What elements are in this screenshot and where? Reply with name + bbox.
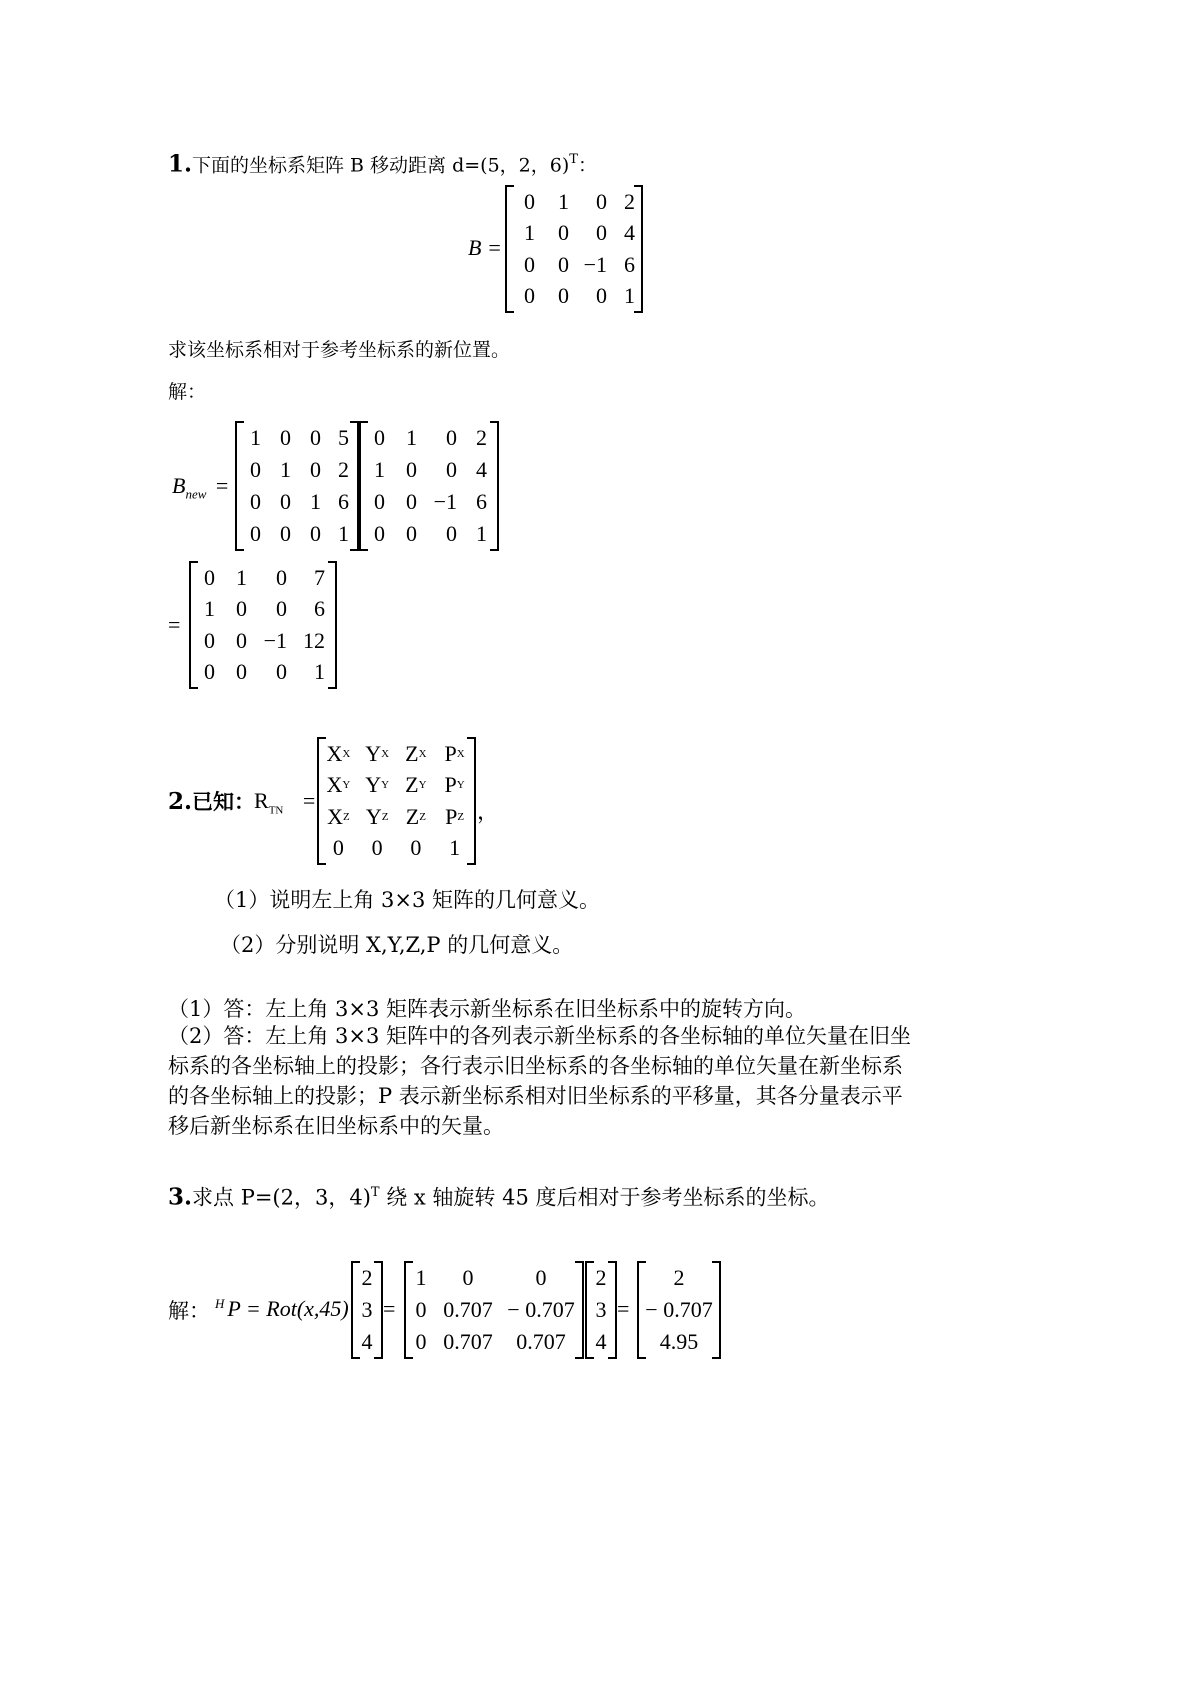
rtn-cell-subscript: X	[342, 747, 351, 760]
q2-heading	[168, 785, 255, 818]
matrix-cell: 4	[476, 457, 487, 482]
matrix-cell: 0	[280, 489, 291, 514]
rtn-cell-symbol: X	[326, 740, 343, 766]
bracket-tick	[585, 1261, 594, 1263]
matrix-cell: 0	[535, 1265, 547, 1290]
matrix-cell: 1	[524, 220, 535, 246]
bracket-tick	[235, 549, 244, 551]
rtn-matrix-cell	[397, 738, 436, 770]
matrix-cell: 6	[338, 489, 349, 514]
q3-prompt-end: 绕 x 轴旋转 45 度后相对于参考坐标系的坐标。	[379, 1185, 830, 1210]
rtn-cell-subscript: X	[418, 747, 427, 760]
bracket-tick	[467, 863, 476, 865]
matrix-cell: 0	[558, 220, 569, 246]
bracket-tick	[585, 1357, 594, 1359]
r-sub: TN	[268, 804, 284, 817]
rtn-matrix-cell	[319, 801, 358, 833]
matrix-cell: 0	[374, 521, 385, 546]
matrix-cell: 0	[406, 521, 417, 546]
bnew-equals: =	[215, 473, 229, 498]
rtn-cell-symbol: Z	[405, 772, 419, 798]
rtn-cell-symbol: Z	[405, 803, 420, 829]
q3-equals-1: =	[383, 1296, 396, 1321]
matrix-cell: 1	[338, 521, 349, 546]
rtn-cell-subscript: Y	[381, 779, 390, 792]
rtn-cell-subscript: Y	[342, 779, 351, 792]
matrix-cell: 0	[310, 457, 321, 482]
bnew-label	[172, 473, 228, 502]
bracket-tick	[575, 1261, 584, 1263]
matrix-cell: 0	[310, 425, 321, 450]
bracket-tick	[404, 1261, 413, 1263]
matrix-cell: 1	[280, 457, 291, 482]
input-vector	[351, 1262, 383, 1358]
bnew-sub: new	[185, 486, 207, 502]
rtn-cell-symbol: Z	[405, 740, 419, 766]
matrix-cell: 1	[204, 596, 215, 622]
matrix-cell: 2	[476, 425, 487, 450]
matrix-cell: − 0.707	[645, 1297, 713, 1322]
rtn-cell-symbol: P	[444, 740, 457, 766]
bracket-tick	[328, 687, 337, 689]
matrix-cell: 2	[624, 188, 635, 214]
result-matrix	[189, 562, 337, 688]
matrix-cell: 1	[558, 188, 569, 214]
rtn-matrix-cell	[435, 833, 474, 865]
bracket-tick	[467, 737, 476, 739]
rtn-cell-subscript: X	[381, 747, 390, 760]
matrix-cell: 0	[524, 251, 535, 277]
bracket-tick	[634, 185, 643, 187]
bracket-tick	[712, 1261, 721, 1263]
matrix-cell: 0	[204, 659, 215, 685]
rtn-matrix-cell	[435, 738, 474, 770]
rtn-cell-symbol: X	[326, 772, 343, 798]
matrix-cell: 0	[462, 1265, 474, 1290]
q1-question: 求该坐标系相对于参考坐标系的新位置。	[168, 339, 511, 361]
matrix-cell: 1	[310, 489, 321, 514]
matrix-cell: 6	[314, 596, 325, 622]
q1-prompt-end: ：	[577, 154, 597, 177]
rtn-matrix-cell	[358, 801, 397, 833]
result-vector	[637, 1262, 721, 1358]
matrix-cell: 0	[250, 489, 261, 514]
matrix-cell: 2	[673, 1265, 685, 1290]
q1-number: 1.	[168, 150, 193, 178]
matrix-cell: 4.95	[659, 1329, 699, 1354]
rtn-matrix-cell	[319, 770, 358, 802]
matrix-cell: 0	[415, 1329, 427, 1354]
q1-prompt-sup: T	[569, 152, 578, 167]
bracket-tick	[634, 311, 643, 313]
q3-lhs-sup: H	[215, 1296, 225, 1311]
rtn-matrix-cell	[358, 738, 397, 770]
bracket-tick	[490, 549, 499, 551]
q2-answer-2-line: （2）答：左上角 3×3 矩阵中的各列表示新坐标系的各坐标轴的单位矢量在旧坐	[168, 1024, 912, 1048]
rtn-matrix-cell	[319, 738, 358, 770]
rtn-matrix-cell	[397, 801, 436, 833]
rtn-cell-subscript: X	[456, 747, 465, 760]
rtn-cell-symbol: 0	[332, 835, 344, 861]
q2-sub-question-1: （1）说明左上角 3×3 矩阵的几何意义。	[214, 888, 601, 912]
bnew-b: B	[172, 473, 186, 498]
bracket-tick	[637, 1261, 646, 1263]
matrix-cell: 2	[338, 457, 349, 482]
matrix-cell: 5	[338, 425, 349, 450]
matrix-cell: 0	[280, 425, 291, 450]
rtn-comma: ，	[477, 799, 500, 824]
q2-known-label: 已知：	[192, 789, 256, 814]
matrix-cell: 0.707	[443, 1297, 493, 1322]
matrix-cell: − 0.707	[507, 1297, 575, 1322]
matrix-cell: 1	[374, 457, 385, 482]
rtn-cell-subscript: Z	[457, 810, 465, 823]
matrix-cell: 0	[204, 564, 215, 590]
rtn-cell-symbol: 0	[371, 835, 383, 861]
matrix-cell: 1	[236, 564, 247, 590]
matrix-cell: 0	[446, 425, 457, 450]
bracket-tick	[359, 421, 368, 423]
matrix-cell: 0	[524, 188, 535, 214]
q3-number: 3.	[168, 1183, 193, 1211]
matrix-cell: 0	[374, 489, 385, 514]
matrix-cell: 1	[250, 425, 261, 450]
matrix-cell: 1	[624, 283, 635, 309]
q2-number: 2.	[168, 788, 193, 815]
translation-matrix	[235, 422, 359, 550]
bracket-tick	[351, 1261, 360, 1263]
rtn-matrix	[317, 738, 476, 864]
matrix-cell: 0	[415, 1297, 427, 1322]
rtn-cell-symbol: Y	[365, 740, 382, 766]
r-equals: =	[302, 788, 316, 813]
matrix-cell: 0	[280, 521, 291, 546]
rtn-cell-symbol: P	[444, 772, 457, 798]
rtn-cell-subscript: Z	[342, 810, 350, 823]
matrix-cell: −1	[433, 489, 457, 514]
matrix-b	[505, 186, 643, 312]
matrix-cell: 0	[236, 627, 247, 653]
matrix-cell: 0	[406, 489, 417, 514]
matrix-cell: 0	[596, 220, 607, 246]
rtn-cell-symbol: P	[445, 803, 458, 829]
rtn-matrix-cell	[397, 770, 436, 802]
matrix-cell: 0	[276, 596, 287, 622]
rtn-cell-subscript: Z	[381, 810, 389, 823]
matrix-cell: 0	[310, 521, 321, 546]
bracket-tick	[359, 549, 368, 551]
rtn-matrix-cell	[435, 770, 474, 802]
matrix-cell: 0	[446, 521, 457, 546]
matrix-cell: 0.707	[516, 1329, 566, 1354]
matrix-cell: 0	[596, 283, 607, 309]
matrix-cell: 0	[276, 659, 287, 685]
r-label: R	[254, 788, 269, 813]
matrix-cell: 0	[236, 659, 247, 685]
rtn-cell-symbol: Y	[365, 772, 382, 798]
bracket-tick	[328, 561, 337, 563]
q1-prompt	[168, 143, 597, 183]
matrix-cell: 0	[250, 521, 261, 546]
rtn-matrix-cell	[435, 801, 474, 833]
bracket-tick	[317, 863, 326, 865]
q1-solution-label: 解：	[168, 381, 207, 403]
result-equals: =	[168, 612, 181, 637]
rtn-cell-symbol: Y	[365, 803, 382, 829]
bracket-tick	[189, 687, 198, 689]
bracket-tick	[608, 1261, 617, 1263]
matrix-cell: 0	[596, 188, 607, 214]
matrix-b-repeat	[359, 422, 499, 550]
matrix-cell: 0	[250, 457, 261, 482]
matrix-cell: 2	[361, 1265, 373, 1290]
q1-prompt-text: 下面的坐标系矩阵 B 移动距离 d=(5，2，6)	[192, 154, 570, 177]
bracket-tick	[505, 185, 514, 187]
bracket-tick	[374, 1261, 383, 1263]
matrix-cell: 4	[595, 1329, 607, 1354]
matrix-cell: 1	[476, 521, 487, 546]
matrix-cell: 0	[374, 425, 385, 450]
q2-answer-2-line: 标系的各坐标轴上的投影；各行表示旧坐标系的各坐标轴的单位矢量在新坐标系	[168, 1054, 903, 1078]
matrix-cell: 1	[314, 659, 325, 685]
matrix-cell: 0.707	[443, 1329, 493, 1354]
matrix-cell: 0	[276, 564, 287, 590]
rtn-cell-subscript: Y	[456, 779, 465, 792]
q2-answer-2-line: 的各坐标轴上的投影；P 表示新坐标系相对旧坐标系的平移量，其各分量表示平	[168, 1084, 903, 1108]
matrix-cell: 0	[446, 457, 457, 482]
bracket-tick	[575, 1357, 584, 1359]
rtn-cell-symbol: 0	[410, 835, 422, 861]
bracket-tick	[351, 1357, 360, 1359]
rtn-matrix-cell	[358, 833, 397, 865]
rotation-matrix	[404, 1262, 584, 1358]
matrix-cell: 0	[558, 283, 569, 309]
matrix-cell: 1	[406, 425, 417, 450]
q2-answer-1: （1）答：左上角 3×3 矩阵表示新坐标系在旧坐标系中的旋转方向。	[168, 997, 807, 1021]
matrix-cell: 0	[406, 457, 417, 482]
bracket-tick	[637, 1357, 646, 1359]
matrix-cell: 0	[204, 627, 215, 653]
r-tn-label	[254, 788, 315, 816]
q3-prompt	[168, 1176, 830, 1215]
rtn-matrix-cell	[358, 770, 397, 802]
matrix-cell: 0	[524, 283, 535, 309]
bracket-tick	[404, 1357, 413, 1359]
matrix-cell: 4	[624, 220, 635, 246]
q3-lhs	[215, 1296, 349, 1322]
q3-prompt-text: 求点 P=(2，3，4)	[192, 1185, 371, 1210]
q3-prompt-sup: T	[370, 1185, 380, 1200]
matrix-cell: 3	[361, 1297, 373, 1322]
bracket-tick	[608, 1357, 617, 1359]
bracket-tick	[505, 311, 514, 313]
matrix-cell: 2	[595, 1265, 607, 1290]
bracket-tick	[374, 1357, 383, 1359]
matrix-cell: 6	[476, 489, 487, 514]
bracket-tick	[350, 421, 359, 423]
rtn-matrix-cell	[397, 833, 436, 865]
bracket-tick	[235, 421, 244, 423]
rtn-cell-symbol: X	[327, 803, 343, 829]
bracket-tick	[490, 421, 499, 423]
bracket-tick	[317, 737, 326, 739]
q3-lhs-text: P = Rot(x,45)	[227, 1296, 349, 1322]
q3-equals-2: =	[617, 1296, 630, 1321]
q2-sub-question-2: （2）分别说明 X,Y,Z,P 的几何意义。	[220, 933, 574, 957]
q2-answer-2-line: 移后新坐标系在旧坐标系中的矢量。	[168, 1114, 504, 1138]
rtn-matrix-cell	[319, 833, 358, 865]
matrix-cell: −1	[583, 251, 607, 277]
rtn-cell-subscript: Y	[418, 779, 427, 792]
matrix-cell: 0	[236, 596, 247, 622]
rtn-cell-symbol: 1	[449, 835, 461, 861]
matrix-cell: 1	[415, 1265, 427, 1290]
q1-matrix-label: B =	[468, 235, 502, 260]
matrix-cell: 6	[624, 251, 635, 277]
input-vector-repeat	[585, 1262, 617, 1358]
matrix-cell: 12	[303, 627, 325, 653]
bracket-tick	[189, 561, 198, 563]
matrix-cell: −1	[263, 627, 287, 653]
bracket-tick	[712, 1357, 721, 1359]
matrix-cell: 3	[595, 1297, 607, 1322]
q3-solution-label: 解：	[168, 1299, 210, 1323]
bracket-tick	[350, 549, 359, 551]
matrix-cell: 0	[558, 251, 569, 277]
matrix-cell: 4	[361, 1329, 373, 1354]
rtn-cell-subscript: Z	[419, 810, 426, 823]
matrix-cell: 7	[314, 564, 325, 590]
